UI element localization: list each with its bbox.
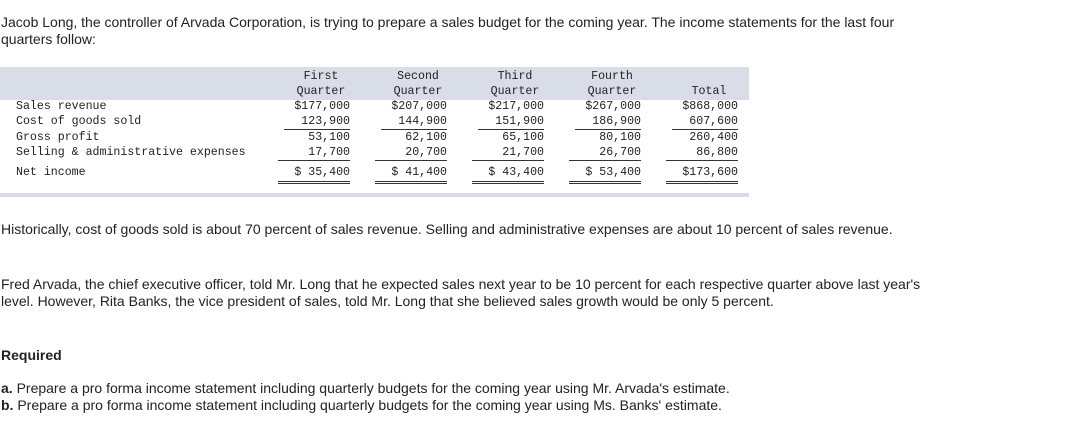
underline-sga-total (666, 160, 738, 161)
double-underline-q3-a (472, 181, 544, 182)
cell-sga-q2: 20,700 (405, 146, 447, 159)
col-header-q4-line1: Fourth (591, 70, 633, 83)
col-header-q2-line1: Second (397, 70, 439, 83)
cell-cogs-q3: 151,900 (495, 115, 544, 128)
cell-sga-total: 86,800 (696, 146, 738, 159)
double-underline-q3-b (472, 183, 544, 184)
col-header-q4-line2: Quarter (587, 85, 637, 98)
table-footer-band (0, 193, 749, 197)
historical-paragraph: Historically, cost of goods sold is about 70 percent of sales revenue. Selling and administrative expenses are about 10 percent of sales revenue. (1, 221, 893, 237)
cell-cogs-q2: 144,900 (398, 115, 447, 128)
double-underline-q2-b (375, 183, 447, 184)
cell-cogs-q1: 123,900 (301, 115, 350, 128)
row-label-net-income: Net income (16, 166, 86, 179)
required-parts (1, 380, 981, 414)
part-a (1, 380, 981, 397)
row-label-cost-of-goods-sold: Cost of goods sold (16, 115, 142, 128)
underline-cogs-q2 (381, 129, 447, 130)
cell-gross-total: 260,400 (689, 131, 738, 144)
underline-sga-q3 (472, 160, 544, 161)
underline-cogs-q1 (284, 129, 350, 130)
cell-sga-q4: 26,700 (599, 146, 641, 159)
cell-sales-q2: $207,000 (391, 100, 447, 113)
part-a-text: Prepare a pro forma income statement including quarterly budgets for the coming year using Mr. Arvada's estimate. (16, 380, 730, 396)
cell-sales-total: $868,000 (682, 100, 738, 113)
cell-net-q1: $ 35,400 (294, 166, 350, 179)
double-underline-q4-a (569, 181, 641, 182)
col-header-total-line2: Total (691, 85, 727, 98)
part-b-text: Prepare a pro forma income statement including quarterly budgets for the coming year using Ms. Banks' estimate. (17, 397, 722, 413)
double-underline-total-a (666, 181, 738, 182)
col-header-q2-line2: Quarter (393, 85, 443, 98)
cell-net-total: $173,600 (682, 166, 738, 179)
cell-cogs-q4: 186,900 (592, 115, 641, 128)
row-label-selling-admin: Selling & administrative expenses (16, 146, 246, 159)
underline-sga-q4 (569, 160, 641, 161)
part-b (1, 397, 981, 414)
cell-gross-q4: 80,100 (599, 131, 641, 144)
underline-sga-q2 (375, 160, 447, 161)
double-underline-total-b (666, 183, 738, 184)
cell-sales-q3: $217,000 (488, 100, 544, 113)
cell-sga-q3: 21,700 (502, 146, 544, 159)
underline-cogs-q3 (478, 129, 544, 130)
col-header-q1-line2: Quarter (296, 85, 346, 98)
cell-sales-q4: $267,000 (585, 100, 641, 113)
cell-gross-q2: 62,100 (405, 131, 447, 144)
cell-sales-q1: $177,000 (294, 100, 350, 113)
row-label-gross-profit: Gross profit (16, 131, 100, 144)
cell-net-q3: $ 43,400 (488, 166, 544, 179)
cell-sga-q1: 17,700 (308, 146, 350, 159)
double-underline-q4-b (569, 183, 641, 184)
intro-paragraph: Jacob Long, the controller of Arvada Corporation, is trying to prepare a sales budget for the coming year. The income statements for the last four quarters follow: (1, 14, 895, 47)
cell-net-q4: $ 53,400 (585, 166, 641, 179)
underline-sga-q1 (278, 160, 350, 161)
required-heading: Required (1, 347, 62, 363)
part-b-letter: b. (1, 397, 14, 413)
income-statement-table (0, 67, 749, 197)
col-header-q3-line2: Quarter (490, 85, 540, 98)
cell-gross-q1: 53,100 (308, 131, 350, 144)
cell-cogs-total: 607,600 (689, 115, 738, 128)
double-underline-q2-a (375, 181, 447, 182)
forecast-paragraph: Fred Arvada, the chief executive officer, told Mr. Long that he expected sales next year to be 10 percent for each respective quarter above last year's level. However, Rita Banks, the vice president of sales, told Mr. Long that she believed sales growth would be only 5 percent. (1, 276, 921, 309)
cell-net-q2: $ 41,400 (391, 166, 447, 179)
underline-cogs-total (672, 129, 738, 130)
cell-gross-q3: 65,100 (502, 131, 544, 144)
underline-cogs-q4 (575, 129, 641, 130)
double-underline-q1-b (278, 183, 350, 184)
part-a-letter: a. (1, 380, 13, 396)
row-label-sales-revenue: Sales revenue (16, 100, 107, 113)
double-underline-q1-a (278, 181, 350, 182)
col-header-q1-line1: First (303, 70, 339, 83)
col-header-q3-line1: Third (497, 70, 533, 83)
